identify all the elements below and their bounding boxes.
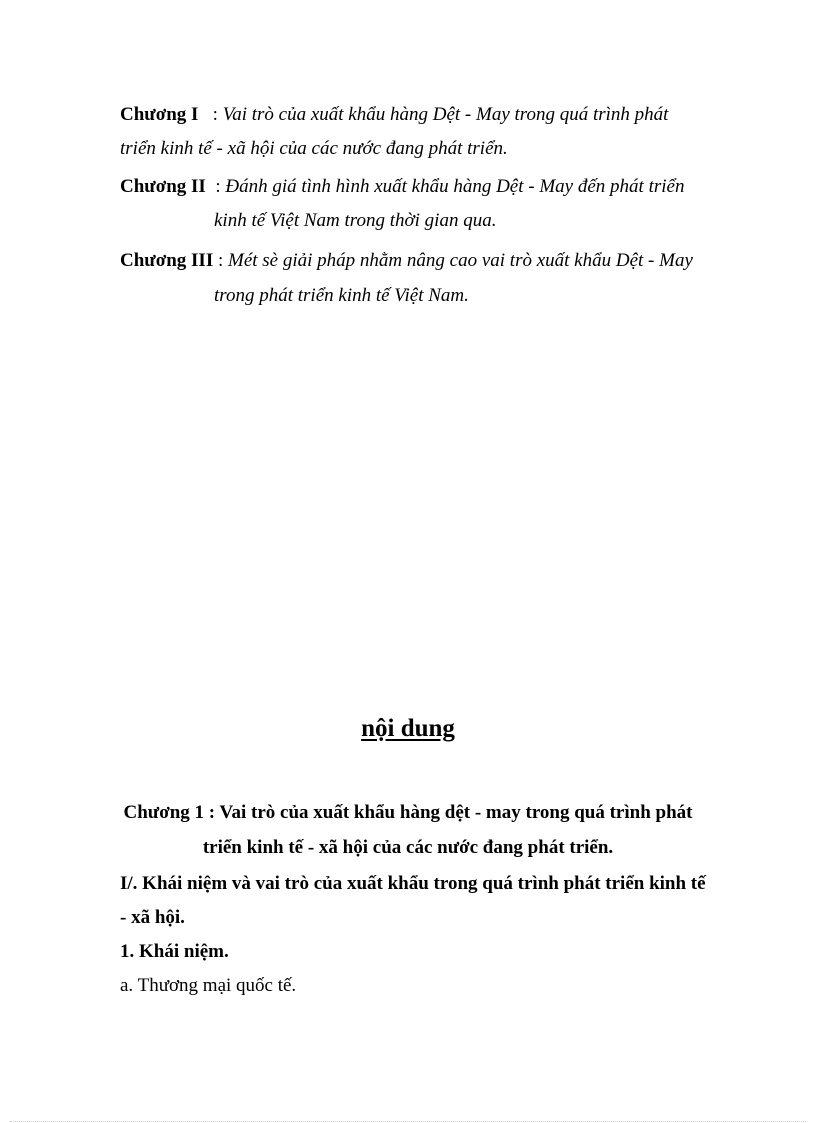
section-title-line-2: - xã hội.	[120, 907, 185, 928]
chapter-1-label: Chương I	[120, 104, 199, 125]
chapter-3-separator: :	[217, 250, 224, 271]
item-text: a. Thương mại quốc tế.	[120, 975, 297, 996]
chapter-3-desc-line-1: Mét sè giải pháp nhằm nâng cao vai trò xuất khẩu Dệt - May	[228, 250, 693, 271]
chapter-2-desc-line-1: Đánh giá tình hình xuất khẩu hàng Dệt - May đến phát triển	[225, 176, 685, 197]
chapter-title-line-2: triển kinh tế - xã hội của các nước đang phát triển.	[202, 837, 614, 858]
chapter-title-line-1: Chương 1 : Vai trò của xuất khẩu hàng dệt - may trong quá trình phát	[123, 802, 693, 823]
chapter-3-label: Chương III	[120, 250, 214, 271]
chapter-1-desc-line-2: triển kinh tế - xã hội của các nước đang phát triển.	[120, 138, 508, 159]
chapter-1-separator: :	[212, 104, 218, 125]
chapter-2-line-1	[120, 175, 684, 199]
chapter-2-separator: :	[215, 176, 221, 197]
content-heading	[0, 714, 816, 744]
chapter-3-line-1	[120, 249, 693, 273]
content-heading-text: nội dung	[361, 715, 455, 742]
chapter-1-line-1	[120, 103, 668, 127]
chapter-1-desc-line-1: Vai trò của xuất khẩu hàng Dệt - May trong quá trình phát	[222, 104, 669, 125]
subsection-title: 1. Khái niệm.	[120, 941, 229, 962]
chapter-2-desc-line-2: kinh tế Việt Nam trong thời gian qua.	[214, 210, 497, 231]
chapter-3-desc-line-2: trong phát triển kinh tế Việt Nam.	[214, 285, 469, 306]
page-bottom-divider	[10, 1121, 806, 1122]
section-title-line-1: I/. Khái niệm và vai trò của xuất khẩu trong quá trình phát triển kinh tế	[120, 873, 706, 894]
chapter-2-label: Chương II	[120, 176, 206, 197]
